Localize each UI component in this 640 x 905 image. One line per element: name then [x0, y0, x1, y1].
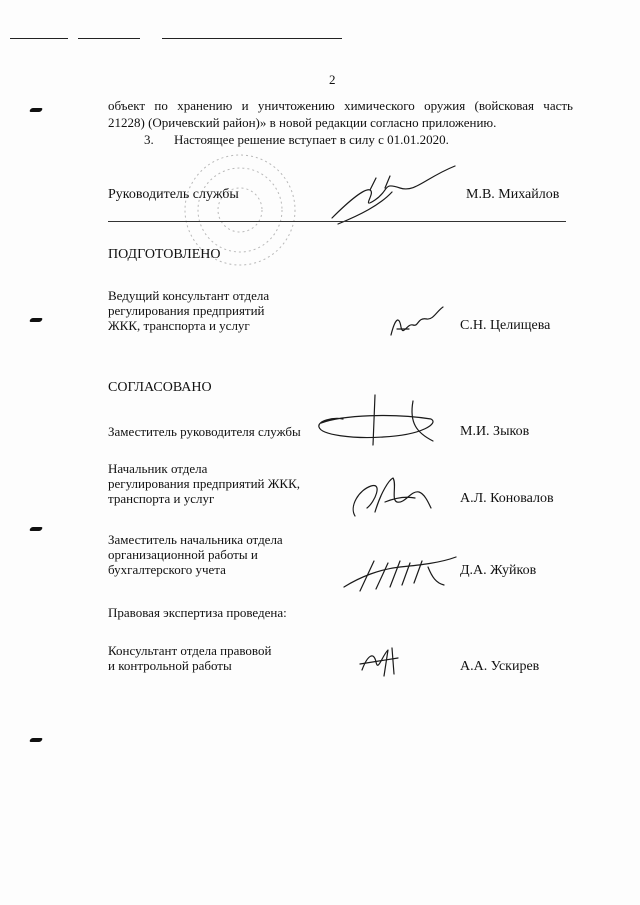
prepared-position-line: Ведущий консультант отдела — [108, 288, 270, 303]
signer-3-name: Д.А. Жуйков — [460, 563, 537, 578]
legal-signer-position-line: и контрольной работы — [108, 658, 232, 673]
signer-2-position-line: регулирования предприятий ЖКК, — [108, 476, 301, 491]
header-rule-3 — [162, 38, 342, 39]
legal-signer-position — [108, 643, 271, 673]
signer-3-position-line: организационной работы и — [108, 547, 258, 562]
head-position: Руководитель службы — [108, 187, 239, 202]
signer-2-position-line: Начальник отдела — [108, 461, 208, 476]
page-number: 2 — [329, 72, 336, 87]
binder-mark — [29, 108, 43, 112]
signer-1-signature — [313, 393, 443, 453]
binder-mark — [29, 738, 43, 742]
binder-mark — [29, 527, 43, 531]
signer-2-signature — [345, 472, 435, 522]
prepared-position-line: ЖКК, транспорта и услуг — [108, 318, 250, 333]
signer-3-signature — [340, 547, 460, 597]
signature-divider — [108, 221, 566, 222]
prepared-heading: ПОДГОТОВЛЕНО — [108, 247, 221, 262]
prepared-signature — [387, 305, 447, 345]
prepared-position-line: регулирования предприятий — [108, 303, 265, 318]
prepared-name: С.Н. Целищева — [460, 318, 551, 333]
agreed-heading: СОГЛАСОВАНО — [108, 380, 212, 395]
header-rule-1 — [10, 38, 68, 39]
binder-mark — [29, 318, 43, 322]
item-3-text: Настоящее решение вступает в силу с 01.01.2020. — [174, 132, 449, 147]
signer-3-position — [108, 532, 283, 577]
signer-1-name: М.И. Зыков — [460, 424, 530, 439]
body-line-1: объект по хранению и уничтожению химического оружия (войсковая часть — [108, 98, 573, 113]
item-3-number: 3. — [144, 132, 154, 147]
signer-3-position-line: Заместитель начальника отдела — [108, 532, 283, 547]
header-rule-2 — [78, 38, 140, 39]
signer-2-position-line: транспорта и услуг — [108, 491, 215, 506]
legal-check-text: Правовая экспертиза проведена: — [108, 605, 287, 620]
prepared-position — [108, 288, 269, 333]
legal-signer-name: А.А. Ускирев — [460, 659, 540, 674]
head-name: М.В. Михайлов — [466, 187, 560, 202]
signer-1-position: Заместитель руководителя службы — [108, 424, 301, 439]
legal-signer-position-line: Консультант отдела правовой — [108, 643, 272, 658]
signer-2-name: А.Л. Коновалов — [460, 491, 554, 506]
signer-3-position-line: бухгалтерского учета — [108, 562, 226, 577]
head-signature — [330, 160, 460, 230]
body-line-2: 21228) (Оричевский район)» в новой редакции согласно приложению. — [108, 115, 497, 130]
signer-2-position — [108, 461, 300, 506]
legal-signer-signature — [358, 642, 408, 682]
